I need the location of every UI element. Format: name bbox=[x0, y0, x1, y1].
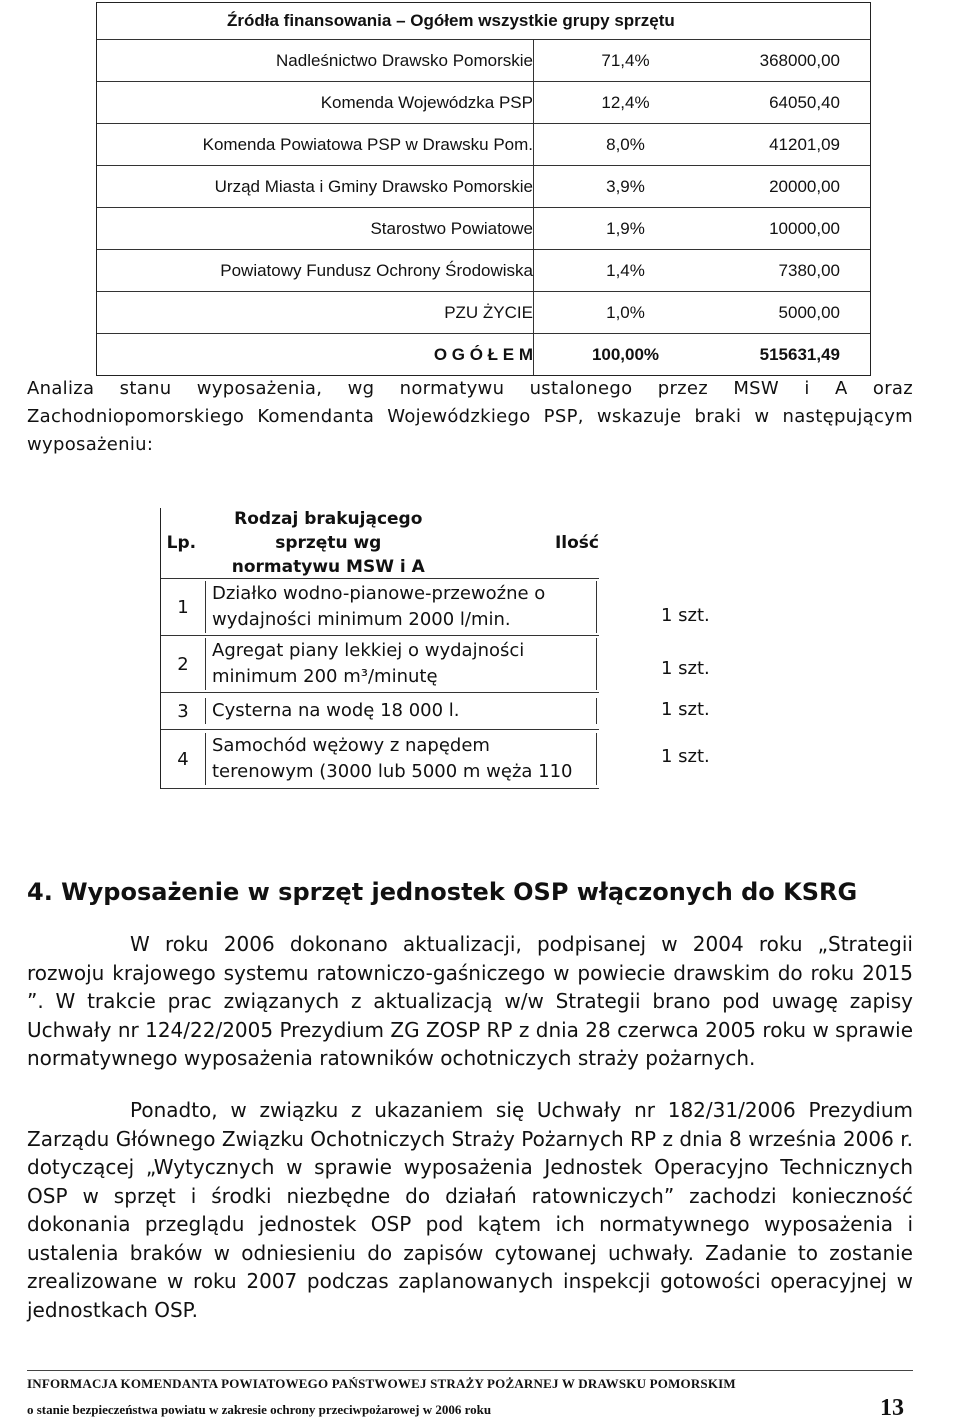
footer-subtitle: o stanie bezpieczeństwa powiatu w zakresie ochrony przeciwpożarowej w 2006 roku bbox=[27, 1402, 492, 1417]
table-row bbox=[161, 579, 710, 636]
funding-source: PZU ŻYCIE bbox=[97, 292, 534, 333]
table-row bbox=[97, 292, 870, 334]
funding-percent: 71,4% bbox=[601, 50, 650, 70]
total-row bbox=[97, 334, 870, 375]
equipment-shortage-table bbox=[160, 508, 710, 789]
header-quantity: Ilość bbox=[554, 533, 599, 553]
row-equipment-line2: terenowym (3000 lub 5000 m węża 110 bbox=[212, 761, 573, 782]
funding-amount: 20000,00 bbox=[769, 176, 840, 196]
funding-source: Starostwo Powiatowe bbox=[97, 208, 534, 249]
row-quantity: 1 szt. bbox=[661, 605, 710, 626]
row-equipment bbox=[205, 581, 597, 633]
row-equipment bbox=[205, 698, 597, 724]
total-amount: 515631,49 bbox=[759, 344, 840, 364]
funding-percent: 8,0% bbox=[606, 134, 645, 154]
header-lp: Lp. bbox=[166, 533, 197, 553]
row-lp: 4 bbox=[177, 748, 189, 770]
funding-source: Urząd Miasta i Gminy Drawsko Pomorskie bbox=[97, 166, 534, 207]
total-label: O G Ó Ł E M bbox=[97, 334, 534, 375]
funding-percent: 12,4% bbox=[601, 92, 650, 112]
funding-percent: 3,9% bbox=[606, 176, 645, 196]
table-row bbox=[161, 693, 710, 730]
analysis-paragraph: Analiza stanu wyposażenia, wg normatywu ustalonego przez MSW i A oraz Zachodniopomorskiego Komendanta Wojewódzkiego PSP, wskazuje braki w następującym wyposażeniu: bbox=[27, 378, 913, 455]
funding-amount: 10000,00 bbox=[769, 218, 840, 238]
funding-percent: 1,9% bbox=[606, 218, 645, 238]
row-quantity: 1 szt. bbox=[661, 699, 710, 720]
row-equipment-line1: Samochód wężowy z napędem bbox=[212, 735, 490, 756]
table-header bbox=[161, 508, 599, 579]
section-heading: 4. Wyposażenie w sprzęt jednostek OSP włączonych do KSRG bbox=[27, 878, 858, 906]
row-equipment bbox=[205, 733, 597, 785]
row-lp: 2 bbox=[177, 653, 189, 675]
row-quantity: 1 szt. bbox=[661, 658, 710, 679]
funding-source: Nadleśnictwo Drawsko Pomorskie bbox=[97, 40, 534, 81]
funding-amount: 5000,00 bbox=[778, 302, 840, 322]
funding-source: Komenda Wojewódzka PSP bbox=[97, 82, 534, 123]
table-row bbox=[161, 730, 710, 789]
funding-amount: 7380,00 bbox=[778, 260, 840, 280]
section-paragraph-1: W roku 2006 dokonano aktualizacji, podpisanej w 2004 roku „Strategii rozwoju krajowego systemu ratowniczo-gaśniczego w powiecie drawskim do roku 2015 ”. W trakcie prac związanych z aktualizacją w/w Strategii brano pod uwagę zapisy Uchwały nr 124/22/2005 Prezydium ZG ZOSP RP z dnia 28 czerwca 2005 roku w sprawie normatywnego wyposażenia ratowników ochotniczych straży pożarnych. bbox=[27, 932, 913, 1070]
funding-amount: 368000,00 bbox=[759, 50, 840, 70]
total-percent: 100,00% bbox=[591, 344, 660, 364]
funding-percent: 1,4% bbox=[606, 260, 645, 280]
table-row bbox=[97, 166, 870, 208]
table-row bbox=[97, 124, 870, 166]
header-equipment-type: Rodzaj brakującego sprzętu wg normatywu MSW i A bbox=[231, 509, 425, 577]
row-lp: 3 bbox=[177, 700, 189, 722]
funding-amount: 64050,40 bbox=[769, 92, 840, 112]
funding-source: Komenda Powiatowa PSP w Drawsku Pom. bbox=[97, 124, 534, 165]
table-row bbox=[97, 208, 870, 250]
table-row bbox=[161, 636, 710, 693]
table-row bbox=[97, 40, 870, 82]
funding-table-title: Źródła finansowania – Ogółem wszystkie grupy sprzętu bbox=[97, 3, 870, 40]
row-equipment-line1: Agregat piany lekkiej o wydajności bbox=[212, 640, 525, 661]
row-quantity: 1 szt. bbox=[661, 746, 710, 767]
row-equipment-line1: Działko wodno-pianowe-przewoźne o bbox=[212, 583, 546, 604]
row-equipment bbox=[205, 638, 597, 690]
funding-amount: 41201,09 bbox=[769, 134, 840, 154]
section-paragraph-2: Ponadto, w związku z ukazaniem się Uchwały nr 182/31/2006 Prezydium Zarządu Głównego Związku Ochotniczych Straży Pożarnych RP z dnia 8 września 2006 r. dotyczącej „Wytycznych w sprawie wyposażenia Jednostek Operacyjno Technicznych OSP w sprzęt i środki niezbędne do działań ratowniczych” zachodzi konieczność dokonania przeglądu jednostek OSP pod kątem ich normatywnego wyposażenia i ustalenia braków w odniesieniu do zapisów cytowanej uchwały. Zadanie to zostanie zrealizowane w roku 2007 podczas zaplanowanych inspekcji gotowości operacyjnej w jednostkach OSP. bbox=[27, 1098, 913, 1322]
page-number: 13 bbox=[880, 1395, 904, 1421]
funding-percent: 1,0% bbox=[606, 302, 645, 322]
table-row bbox=[97, 250, 870, 292]
funding-source: Powiatowy Fundusz Ochrony Środowiska bbox=[97, 250, 534, 291]
funding-sources-table bbox=[96, 2, 871, 376]
row-equipment-line2: minimum 200 m³/minutę bbox=[212, 666, 438, 687]
table-row bbox=[97, 82, 870, 124]
footer-title: INFORMACJA KOMENDANTA POWIATOWEGO PAŃSTWOWEJ STRAŻY POŻARNEJ W DRAWSKU POMORSKIM bbox=[27, 1376, 736, 1391]
row-lp: 1 bbox=[177, 596, 189, 618]
footer-divider bbox=[27, 1370, 913, 1371]
row-equipment-line1: Cysterna na wodę 18 000 l. bbox=[212, 700, 460, 721]
row-equipment-line2: wydajności minimum 2000 l/min. bbox=[212, 609, 511, 630]
